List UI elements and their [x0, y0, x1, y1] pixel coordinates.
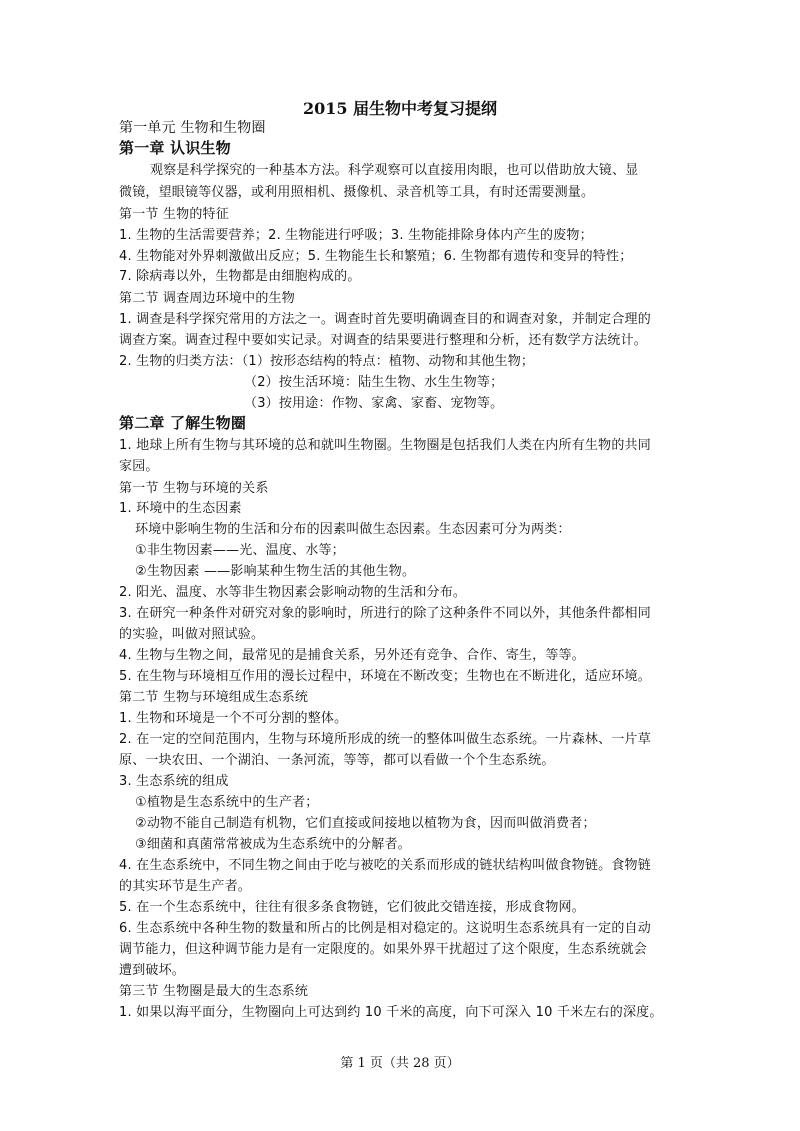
- paragraph-line: 4. 在生态系统中，不同生物之间由于吃与被吃的关系而形成的链状结构叫做食物链。食物链: [119, 858, 651, 873]
- page-footer: 第 1 页（共 28 页）: [340, 1056, 460, 1071]
- paragraph-line: 2. 在一定的空间范围内，生物与环境所形成的统一的整体叫做生态系统。一片森林、一片草: [119, 732, 651, 747]
- paragraph-line: ②生物因素 ——影响某种生物生活的其他生物。: [135, 564, 416, 579]
- chapter-2-heading: 第二章 了解生物圈: [119, 414, 247, 432]
- section-heading: 第二节 生物与环境组成生态系统: [119, 690, 309, 705]
- paragraph-line: 7. 除病毒以外，生物都是由细胞构成的。: [119, 269, 361, 284]
- paragraph-line: ①植物是生态系统中的生产者；: [135, 795, 319, 810]
- paragraph-line: 5. 在一个生态系统中，往往有很多条食物链，它们彼此交错连接，形成食物网。: [119, 900, 585, 915]
- paragraph-line: 4. 生物与生物之间，最常见的是捕食关系，另外还有竞争、合作、寄生，等等。: [119, 648, 585, 663]
- paragraph-line: ①非生物因素——光、温度、水等；: [135, 543, 345, 558]
- section-heading: 第三节 生物圈是最大的生态系统: [119, 984, 309, 999]
- paragraph-line: 调查方案。调查过程中要如实记录。对调查的结果要进行整理和分析，还有数学方法统计。: [119, 333, 648, 348]
- paragraph-line: 1. 如果以海平面分，生物圈向上可达到约 10 千米的高度，向下可深入 10 千米左右的深度。: [119, 1005, 663, 1020]
- document-title: 2015 届生物中考复习提纲: [302, 99, 498, 118]
- paragraph-line: （2）按生活环境：陆生生物、水生生物等；: [244, 375, 504, 390]
- paragraph-line: 的其实环节是生产者。: [119, 879, 252, 894]
- paragraph-line: 环境中影响生物的生活和分布的因素叫做生态因素。生态因素可分为两类：: [135, 522, 571, 537]
- paragraph-line: 1. 生物和环境是一个不可分割的整体。: [119, 711, 348, 726]
- paragraph-line: 遭到破坏。: [119, 963, 186, 978]
- paragraph-line: 6. 生态系统中各种生物的数量和所占的比例是相对稳定的。这说明生态系统具有一定的自动: [119, 921, 651, 936]
- paragraph-line: 2. 生物的归类方法：（1）按形态结构的特点：植物、动物和其他生物；: [119, 354, 535, 369]
- paragraph-line: 观察是科学探究的一种基本方法。科学观察可以直接用肉眼，也可以借助放大镜、显: [150, 163, 639, 178]
- paragraph-line: 家园。: [119, 459, 159, 474]
- paragraph-line: 1. 调查是科学探究常用的方法之一。调查时首先要明确调查目的和调查对象，并制定合理的: [119, 312, 651, 327]
- section-heading: 第二节 调查周边环境中的生物: [119, 291, 295, 306]
- paragraph-line: 1. 环境中的生态因素: [119, 501, 242, 516]
- paragraph-line: 调节能力，但这种调节能力是有一定限度的。如果外界干扰超过了这个限度，生态系统就会: [119, 942, 648, 957]
- section-heading: 第一节 生物的特征: [119, 207, 229, 222]
- paragraph-line: 5. 在生物与环境相互作用的漫长过程中，环境在不断改变；生物也在不断进化，适应环境。: [119, 669, 651, 684]
- paragraph-line: 1. 地球上所有生物与其环境的总和就叫生物圈。生物圈是包括我们人类在内所有生物的共同: [119, 438, 651, 453]
- unit-heading: 第一单元 生物和生物圈: [119, 120, 266, 136]
- paragraph-line: 3. 生态系统的组成: [119, 774, 229, 789]
- paragraph-line: 的实验，叫做对照试验。: [119, 627, 265, 642]
- paragraph-line: 3. 在研究一种条件对研究对象的影响时，所进行的除了这种条件不同以外，其他条件都相同: [119, 606, 651, 621]
- paragraph-line: 1. 生物的生活需要营养；2. 生物能进行呼吸；3. 生物能排除身体内产生的废物；: [119, 228, 593, 243]
- paragraph-line: （3）按用途：作物、家禽、家畜、宠物等。: [244, 396, 504, 411]
- paragraph-line: 微镜，望眼镜等仪器，或利用照相机、摄像机、录音机等工具，有时还需要测量。: [119, 185, 595, 200]
- paragraph-line: 原、一块农田、一个湖泊、一条河流，等等，都可以看做一个个生态系统。: [119, 753, 555, 768]
- chapter-1-heading: 第一章 认识生物: [119, 139, 231, 157]
- section-heading: 第一节 生物与环境的关系: [119, 481, 269, 496]
- paragraph-line: ③细菌和真菌常常被成为生态系统中的分解者。: [135, 837, 411, 852]
- paragraph-line: 2. 阳光、温度、水等非生物因素会影响动物的生活和分布。: [119, 585, 467, 600]
- paragraph-line: 4. 生物能对外界刺激做出反应；5. 生物能生长和繁殖；6. 生物都有遗传和变异的特性；: [119, 249, 633, 264]
- paragraph-line: ②动物不能自己制造有机物，它们直接或间接地以植物为食，因而叫做消费者；: [135, 816, 596, 831]
